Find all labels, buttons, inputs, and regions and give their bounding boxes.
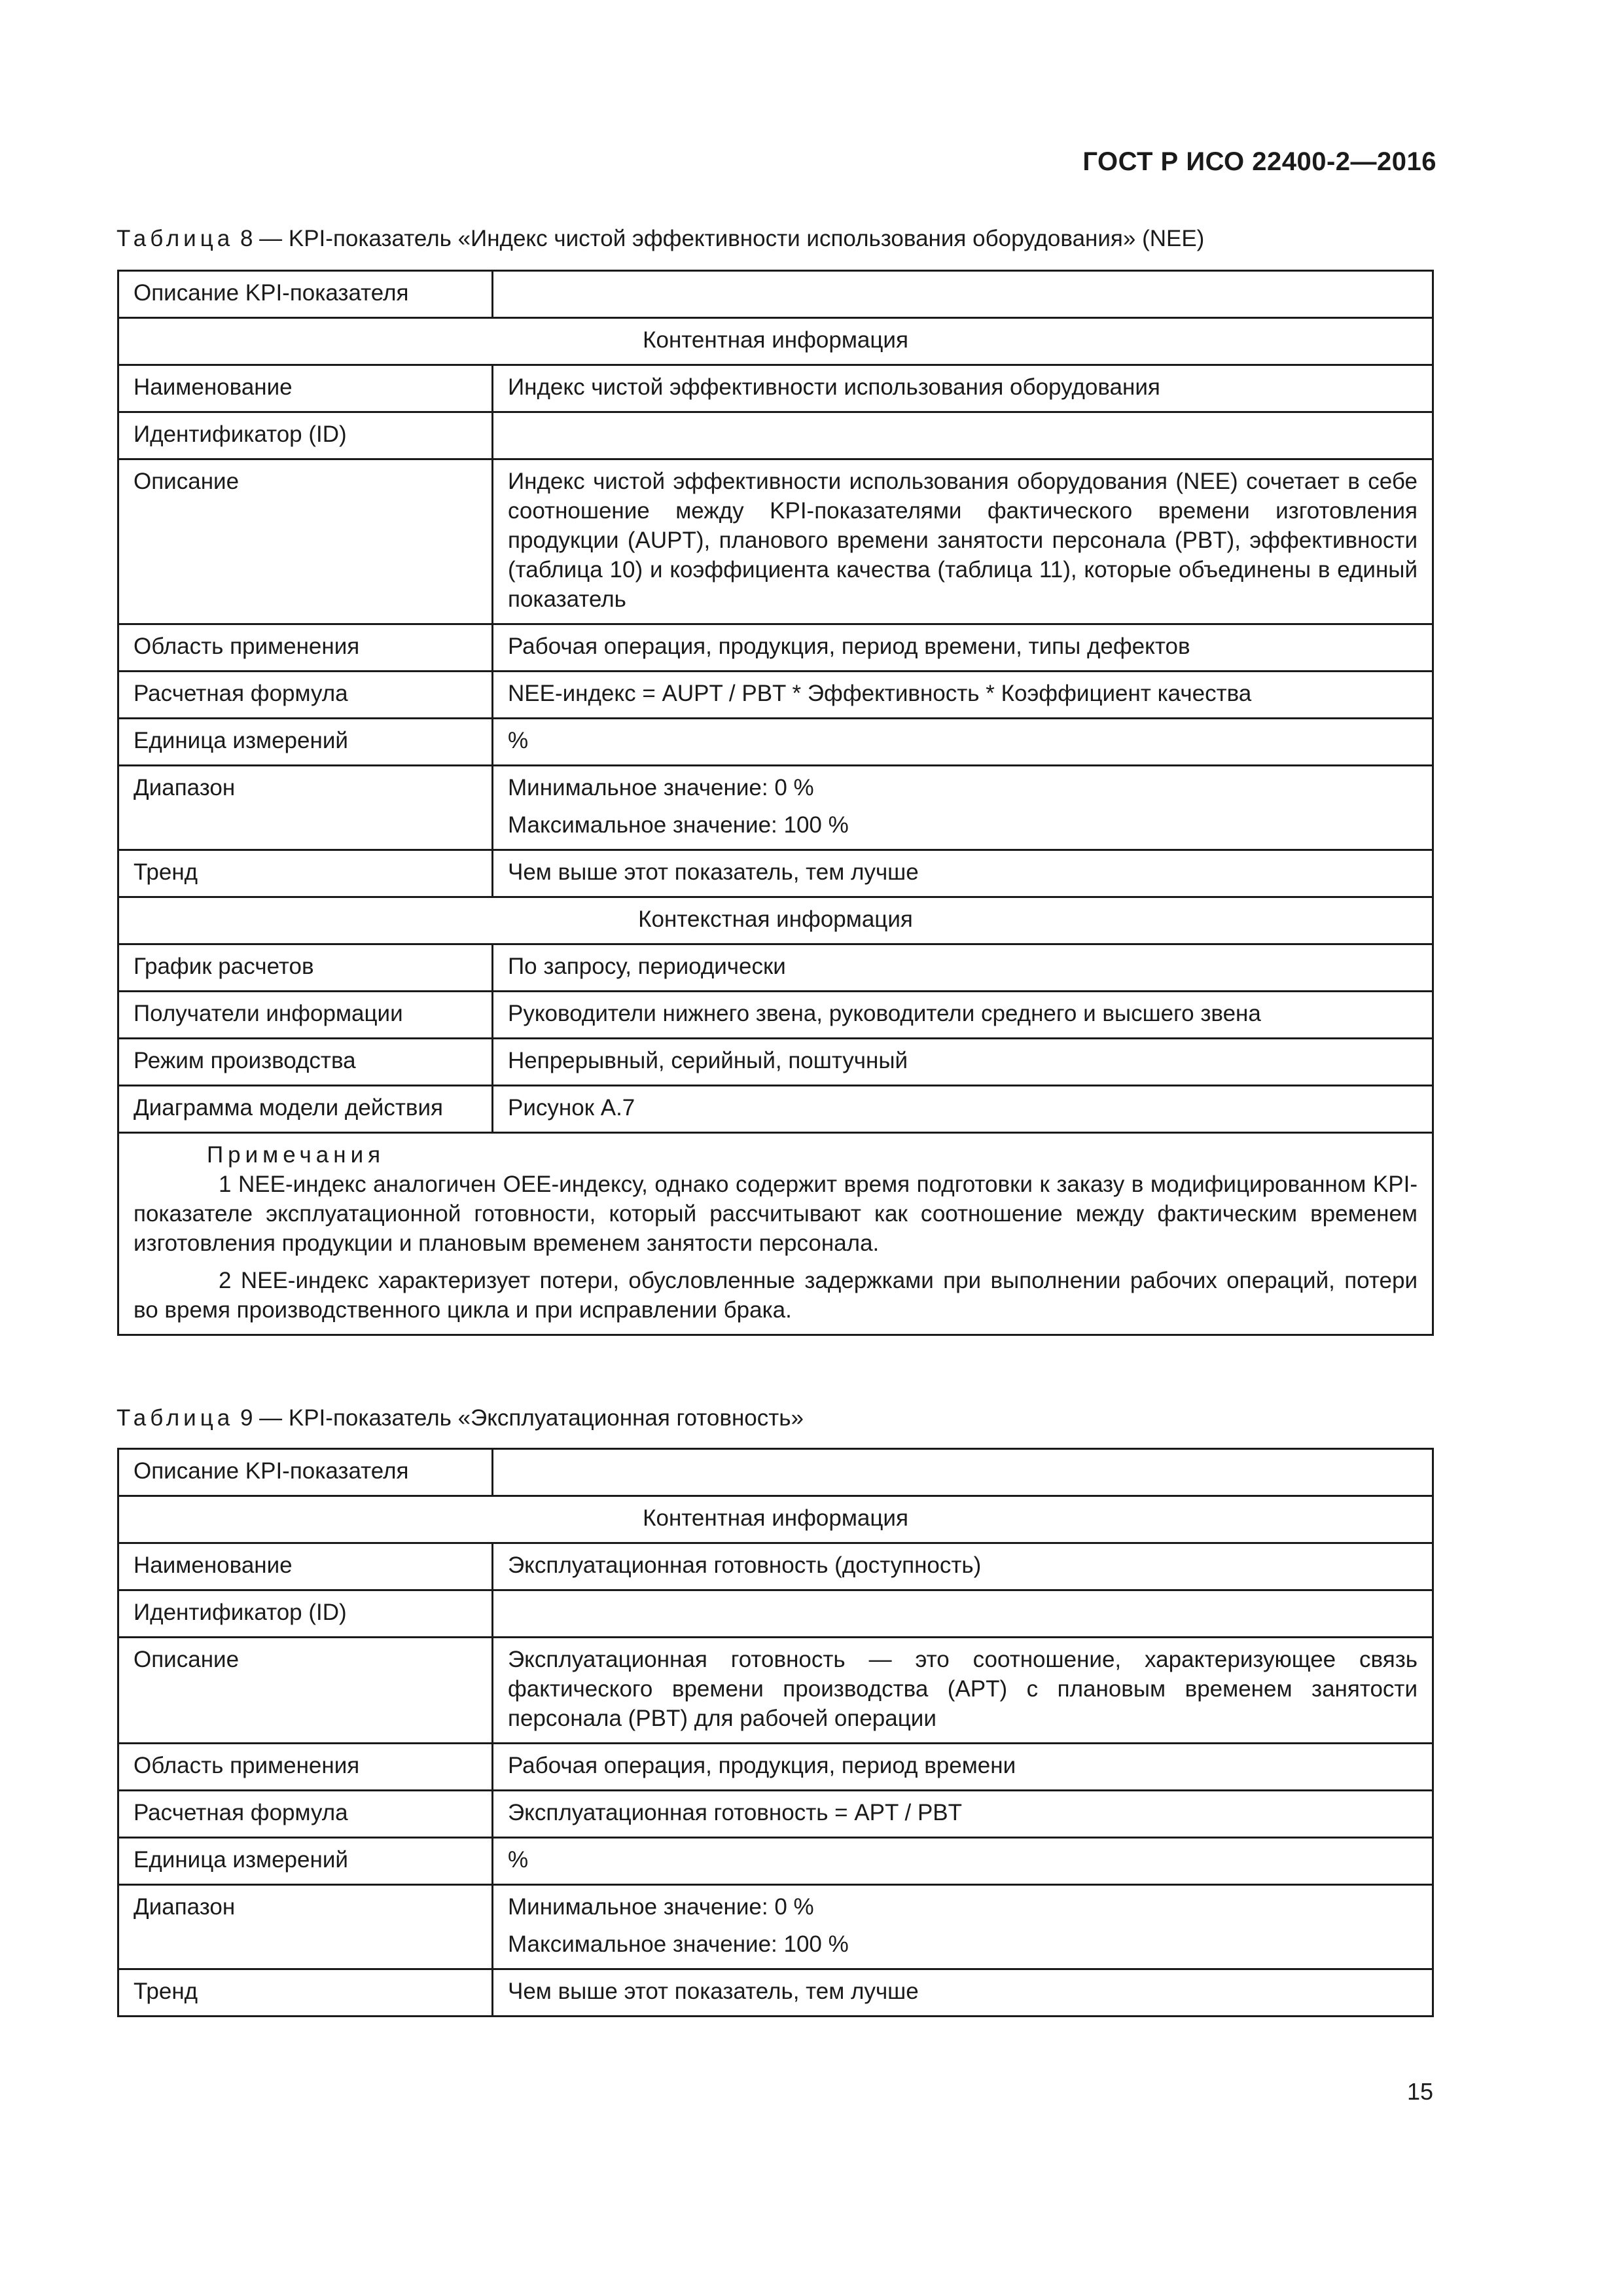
table8-caption [116, 226, 1204, 252]
table8-diagram-label: Диаграмма модели действия [118, 1086, 493, 1133]
table-row [118, 992, 1433, 1039]
table8-schedule-label: График расчетов [118, 944, 493, 992]
table-row [118, 1590, 1433, 1638]
table-row [118, 624, 1433, 672]
table9-description-label: Описание [118, 1638, 493, 1744]
table-row [118, 1838, 1433, 1885]
table9-content-section: Контентная информация [118, 1496, 1433, 1543]
table9 [117, 1448, 1434, 2017]
table9-caption [116, 1405, 804, 1431]
table9-name-label: Наименование [118, 1543, 493, 1590]
table-row [118, 766, 1433, 850]
table9-formula-value: Эксплуатационная готовность = APT / PBT [493, 1791, 1433, 1838]
table-row [118, 1496, 1433, 1543]
table8-formula-label: Расчетная формула [118, 672, 493, 719]
table-row [118, 1885, 1433, 1969]
table8-schedule-value: По запросу, периодически [493, 944, 1433, 992]
table-row [118, 1744, 1433, 1791]
page-number: 15 [1406, 2078, 1433, 2105]
table9-unit-label: Единица измерений [118, 1838, 493, 1885]
table9-unit-value: % [493, 1838, 1433, 1885]
table8-recipients-label: Получатели информации [118, 992, 493, 1039]
table-row [118, 1039, 1433, 1086]
table-row [118, 944, 1433, 992]
table8-range-value [493, 766, 1433, 850]
table8-range-label: Диапазон [118, 766, 493, 850]
table8-unit-label: Единица измерений [118, 719, 493, 766]
table8-production-mode-label: Режим производства [118, 1039, 493, 1086]
table9-id-label: Идентификатор (ID) [118, 1590, 493, 1638]
table9-kpi-description-label: Описание KPI-показателя [118, 1449, 493, 1496]
table8-content-section: Контентная информация [118, 318, 1433, 365]
table8-notes-title: Примечания [207, 1142, 385, 1168]
table8-formula-value: NEE-индекс = AUPT / PBT * Эффективность * Коэффициент качества [493, 672, 1433, 719]
table8-recipients-value: Руководители нижнего звена, руководители среднего и высшего звена [493, 992, 1433, 1039]
document-standard-id: ГОСТ Р ИСО 22400-2—2016 [1082, 147, 1436, 176]
table-row [118, 1133, 1433, 1335]
table-row [118, 1086, 1433, 1133]
table8-caption-text: 8 — KPI-показатель «Индекс чистой эффективности использования оборудования» (NEE) [234, 226, 1205, 251]
table-row [118, 412, 1433, 459]
table9-scope-label: Область применения [118, 1744, 493, 1791]
table9-name-value: Эксплуатационная готовность (доступность) [493, 1543, 1433, 1590]
table-row [118, 897, 1433, 944]
table8-range-max: Максимальное значение: 100 % [508, 812, 849, 838]
table8-unit-value: % [493, 719, 1433, 766]
table8-id-label: Идентификатор (ID) [118, 412, 493, 459]
table8-trend-value: Чем выше этот показатель, тем лучше [493, 850, 1433, 897]
table8 [117, 270, 1434, 1336]
table8-description-label: Описание [118, 459, 493, 624]
table9-range-value [493, 1885, 1433, 1969]
table-row [118, 1449, 1433, 1496]
table-row [118, 459, 1433, 624]
table-row [118, 318, 1433, 365]
table8-notes [118, 1133, 1433, 1335]
table-row [118, 719, 1433, 766]
table8-range-min: Минимальное значение: 0 % [508, 775, 814, 800]
table9-trend-value: Чем выше этот показатель, тем лучше [493, 1969, 1433, 2017]
table-row [118, 850, 1433, 897]
table8-name-value: Индекс чистой эффективности использования оборудования [493, 365, 1433, 412]
table8-note-2: 2 NEE-индекс характеризует потери, обусловленные задержками при выполнении рабочих операций, потери во время производственного цикла и при исправлении брака. [134, 1268, 1418, 1323]
table8-caption-prefix: Таблица [116, 226, 234, 251]
table9-range-max: Максимальное значение: 100 % [508, 1931, 849, 1957]
table-row [118, 365, 1433, 412]
table9-formula-label: Расчетная формула [118, 1791, 493, 1838]
table8-diagram-value: Рисунок А.7 [493, 1086, 1433, 1133]
table8-context-section: Контекстная информация [118, 897, 1433, 944]
table-row [118, 1969, 1433, 2017]
table9-caption-prefix: Таблица [116, 1405, 234, 1431]
table-row [118, 1638, 1433, 1744]
table8-name-label: Наименование [118, 365, 493, 412]
table9-caption-text: 9 — KPI-показатель «Эксплуатационная готовность» [234, 1405, 804, 1431]
table9-range-label: Диапазон [118, 1885, 493, 1969]
table8-production-mode-value: Непрерывный, серийный, поштучный [493, 1039, 1433, 1086]
table-row [118, 1543, 1433, 1590]
table-row [118, 1791, 1433, 1838]
table8-id-value [493, 412, 1433, 459]
table8-note-1: 1 NEE-индекс аналогичен OEE-индексу, однако содержит время подготовки к заказу в модифицированном KPI-показателе эксплуатационной готовности, который рассчитывают как соотношение между фактическим временем изготовления продукции и плановым временем занятости персонала. [134, 1172, 1418, 1256]
table8-description-value: Индекс чистой эффективности использования оборудования (NEE) сочетает в себе соотношение между KPI-показателями фактического времени изготовления продукции (AUPT), планового времени занятости персонала (PBT), эффективности (таблица 10) и коэффициента качества (таблица 11), которые объединены в единый показатель [493, 459, 1433, 624]
table8-scope-value: Рабочая операция, продукция, период времени, типы дефектов [493, 624, 1433, 672]
table9-kpi-description-value [493, 1449, 1433, 1496]
table8-kpi-description-label: Описание KPI-показателя [118, 271, 493, 318]
table9-range-min: Минимальное значение: 0 % [508, 1894, 814, 1920]
table9-scope-value: Рабочая операция, продукция, период времени [493, 1744, 1433, 1791]
table8-trend-label: Тренд [118, 850, 493, 897]
table-row [118, 672, 1433, 719]
table-row [118, 271, 1433, 318]
table8-kpi-description-value [493, 271, 1433, 318]
table9-trend-label: Тренд [118, 1969, 493, 2017]
table9-description-value: Эксплуатационная готовность — это соотношение, характеризующее связь фактического времени производства (APT) с плановым временем занятости персонала (PBT) для рабочей операции [493, 1638, 1433, 1744]
table8-scope-label: Область применения [118, 624, 493, 672]
table9-id-value [493, 1590, 1433, 1638]
